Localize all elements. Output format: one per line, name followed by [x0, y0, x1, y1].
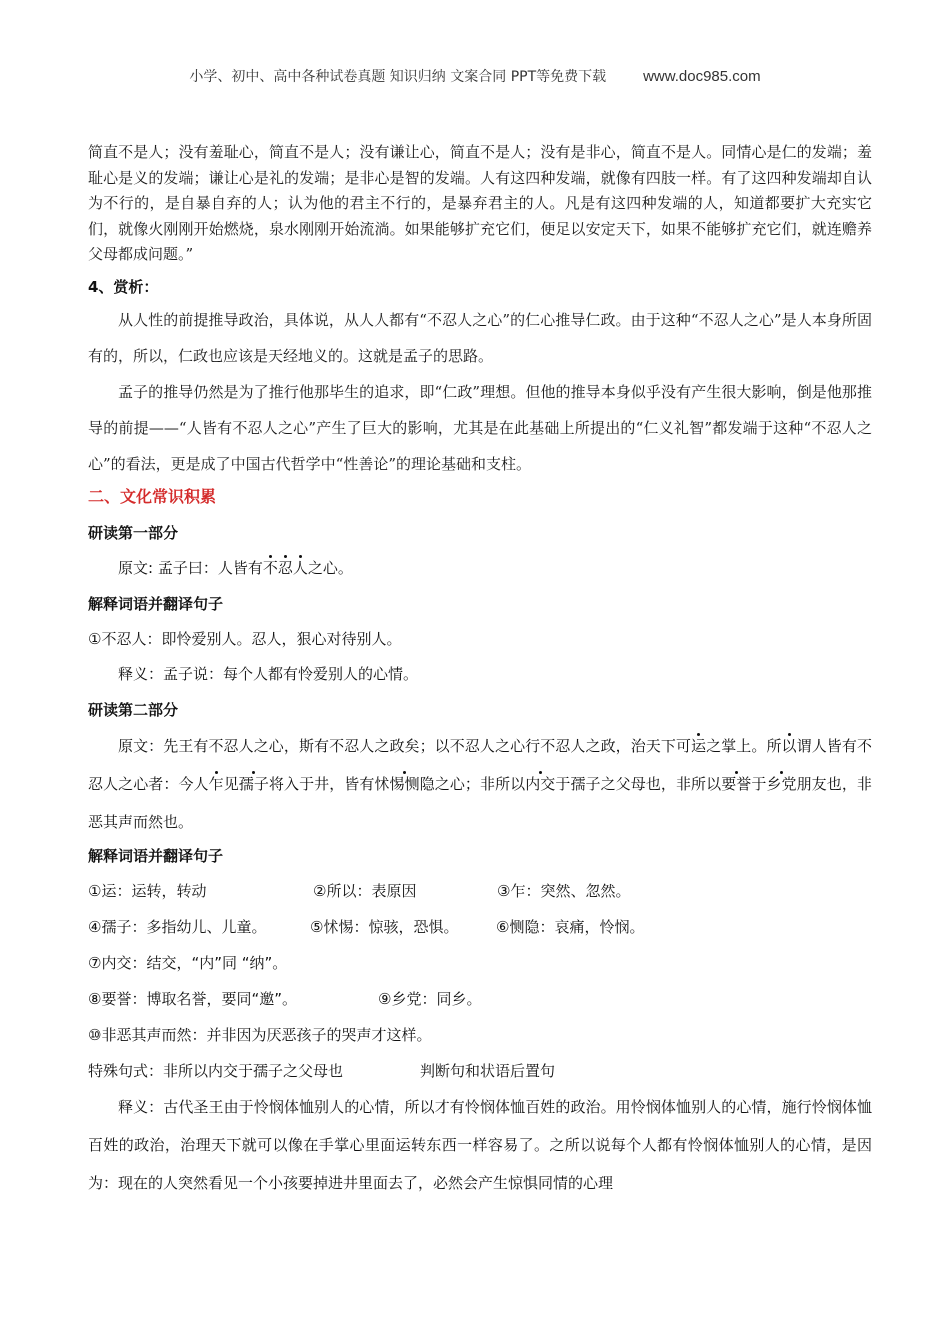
part2-items-row-5	[88, 1024, 872, 1046]
part2-item: ⑤怵惕：惊骇，恐惧。	[310, 917, 459, 936]
part2-items-row-1	[88, 880, 872, 902]
part2-original	[88, 727, 872, 841]
header-text: 小学、初中、高中各种试卷真题 知识归纳 文案合同 PPT等免费下载	[189, 69, 607, 85]
part1-translation: 释义：孟子说：每个人都有怜爱别人的心情。	[118, 664, 419, 683]
part2-item: ④孺子：多指幼儿、儿童。	[88, 917, 267, 936]
part2-item: ①运：运转，转动	[88, 881, 207, 900]
dotted-char: 忍	[277, 558, 293, 577]
dotted-char: 乡党	[766, 774, 797, 793]
dotted-char: 内交	[525, 774, 556, 793]
part1-original	[88, 557, 872, 579]
part1-heading: 研读第一部分	[88, 523, 179, 542]
part2-item: ⑨乡党：同乡。	[378, 989, 482, 1008]
part2-translation: 释义：古代圣王由于怜悯体恤别人的心情，所以才有怜悯体恤百姓的政治。用怜悯体恤别人的心情，施行怜悯体恤百姓的政治，治理天下就可以像在手掌心里面运转东西一样容易了。之所以说每个人都有怜悯体恤别人的心情，是因为：现在的人突然看见一个小孩要掉进井里面去了，必然会产生惊惧同情的心理	[88, 1097, 872, 1192]
orig-text: 见	[223, 774, 239, 793]
dotted-char: 怵惕恻隐	[374, 774, 435, 793]
page-header	[0, 66, 950, 86]
appreciation-heading: 4、赏析：	[88, 277, 159, 296]
header-url[interactable]: www.doc985.com	[643, 68, 761, 85]
part1-original-prefix: 原文: 孟子曰：人皆有	[118, 558, 263, 577]
section-heading-culture: 二、文化常识积累	[88, 486, 217, 506]
part2-item: ⑦内交：结交，“内”同 “纳”。	[88, 953, 288, 972]
dotted-char: 以	[781, 736, 797, 755]
dotted-char: 人	[292, 558, 308, 577]
appreciation-paragraph-1: 从人性的前提推导政治，具体说，从人人都有“不忍人之心”的仁心推导仁政。由于这种“不忍人之心”是人本身所固有的，所以，仁政也应该是天经地义的。这就是孟子的思路。	[88, 310, 872, 365]
orig-text: 原文：先王有不忍人之心，斯有不忍人之政矣；以不忍人之心行不忍人之政，治天下可	[118, 736, 692, 755]
part2-item: ②所以：表原因	[313, 881, 417, 900]
part2-explain-heading: 解释词语并翻译句子	[88, 846, 224, 865]
special-sentence-type: 判断句和状语后置句	[420, 1061, 556, 1080]
orig-text: 于	[751, 774, 767, 793]
special-sentence-label: 特殊句式：非所以内交于孺子之父母也	[88, 1061, 344, 1080]
orig-text: 之掌上。所	[706, 736, 782, 755]
part2-items-row-3	[88, 952, 872, 974]
dotted-char: 不	[262, 558, 278, 577]
orig-text: 朋友也，非恶其声而然也。	[88, 774, 872, 831]
part2-heading: 研读第二部分	[88, 700, 179, 719]
document-body	[88, 140, 872, 1202]
part2-item: ⑩非恶其声而然：并非因为厌恶孩子的哭声才这样。	[88, 1025, 432, 1044]
special-sentence-row	[88, 1060, 872, 1082]
part1-original-suffix: 之心。	[307, 558, 353, 577]
part2-item: ③乍：突然、忽然。	[497, 881, 631, 900]
orig-text: 之心；非所以	[434, 774, 526, 793]
dotted-char: 运	[691, 736, 707, 755]
appreciation-paragraph-2: 孟子的推导仍然是为了推行他那毕生的追求，即“仁政”理想。但他的推导本身似乎没有产生很大影响，倒是他那推导的前提——“人皆有不忍人之心”产生了巨大的影响，尤其是在此基础上所提出的“仁义礼智”都发端于这种“不忍人之心”的看法，更是成了中国古代哲学中“性善论”的理论基础和支柱。	[88, 382, 872, 473]
part2-item: ⑧要誉：博取名誉，要同“邀”。	[88, 989, 297, 1008]
orig-text: 将入于井，皆有	[268, 774, 375, 793]
part2-items-row-4	[88, 988, 872, 1010]
part2-items-row-2	[88, 916, 872, 938]
dotted-char: 要誉	[721, 774, 752, 793]
part1-item-1: ①不忍人：即怜爱别人。忍人，狠心对待别人。	[88, 629, 402, 648]
part2-item: ⑥恻隐：哀痛，怜悯。	[496, 917, 645, 936]
part1-explain-heading: 解释词语并翻译句子	[88, 594, 224, 613]
orig-text: 于孺子之父母也，非所以	[555, 774, 722, 793]
dotted-char: 乍	[208, 774, 224, 793]
intro-paragraph: 简直不是人；没有羞耻心，简直不是人；没有谦让心，简直不是人；没有是非心，简直不是人。同情心是仁的发端；羞耻心是义的发端；谦让心是礼的发端；是非心是智的发端。人有这四种发端，就像有四肢一样。有了这四种发端却自认为不行的，是自暴自弃的人；认为他的君主不行的，是暴弃君主的人。凡是有这四种发端的人，知道都要扩大充实它们，就像火刚刚开始燃烧，泉水刚刚开始流淌。如果能够扩充它们，便足以安定天下，如果不能够扩充它们，就连赡养父母都成问题。”	[88, 143, 872, 264]
dotted-char: 孺子	[238, 774, 269, 793]
orig-text: 谓人皆有不忍人之心者：今人	[88, 736, 872, 793]
